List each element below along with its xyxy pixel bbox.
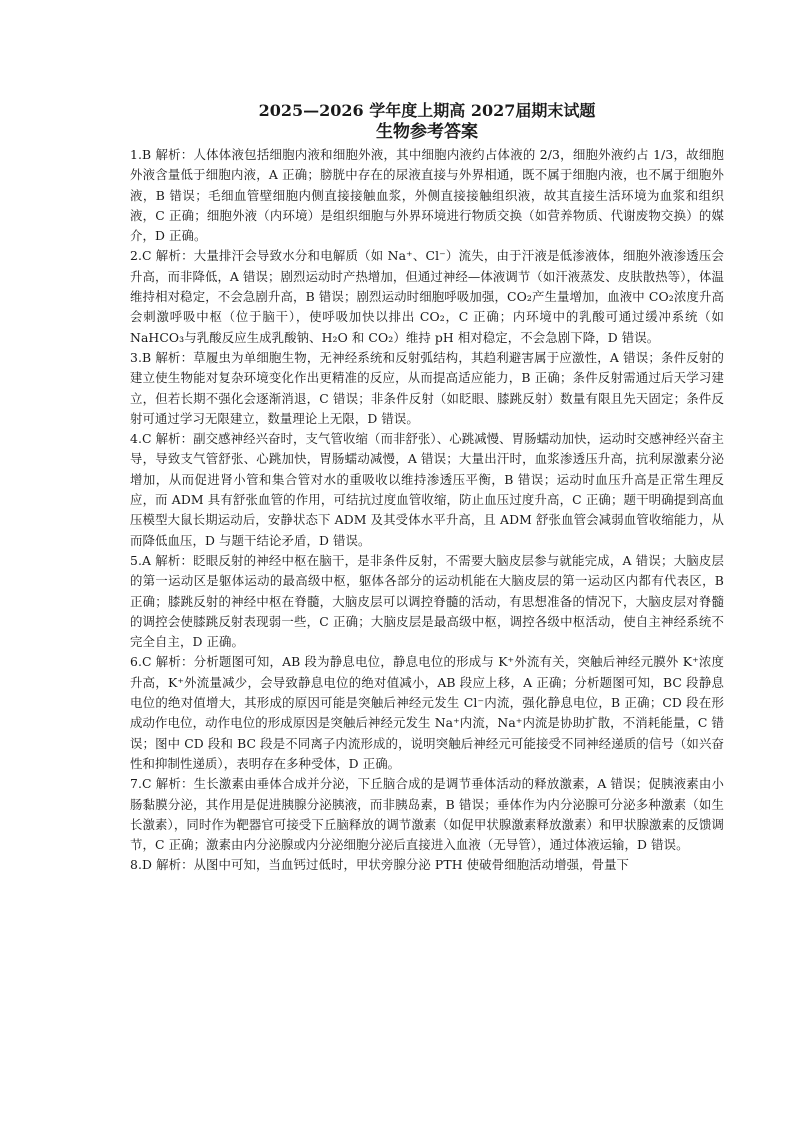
answers-body <box>130 145 724 876</box>
answer-item-2: 2.C 解析：大量排汗会导致水分和电解质（如 Na⁺、Cl⁻）流失，由于汗液是低渗液体，细胞外液渗透压会升高，而非降低，A 错误；剧烈运动时产热增加，但通过神经—体液调节（如汗液蒸发、皮肤散热等），体温维持相对稳定，不会急剧升高，B 错误；剧烈运动时细胞呼吸加强，CO₂产生量增加，血液中 CO₂浓度升高会刺激呼吸中枢（位于脑干），使呼吸加快以排出 CO₂，C 正确；内环境中的乳酸可通过缓冲系统（如 NaHCO₃与乳酸反应生成乳酸钠、H₂O 和 CO₂）维持 pH 相对稳定，不会急剧下降，D 错误。 <box>130 248 724 345</box>
page-subtitle: 生物参考答案 <box>376 122 478 142</box>
answer-item-6: 6.C 解析：分析题图可知，AB 段为静息电位，静息电位的形成与 K⁺外流有关，突触后神经元膜外 K⁺浓度升高，K⁺外流量减少，会导致静息电位的绝对值减小，AB 段应上移，A 正确；分析题图可知，BC 段静息电位的绝对值增大，其形成的原因可能是突触后神经元发生 Cl⁻内流，强化静息电位，B 正确；CD 段在形成动作电位，动作电位的形成原因是突触后神经元发生 Na⁺内流，Na⁺内流是协助扩散，不消耗能量，C 错误；图中 CD 段和 BC 段是不同离子内流形成的，说明突触后神经元可能接受不同神经递质的信号（如兴奋性和抑制性递质），表明存在多种受体，D 正确。 <box>130 654 724 771</box>
answer-item-8: 8.D 解析：从图中可知，当血钙过低时，甲状旁腺分泌 PTH 使破骨细胞活动增强，骨量下 <box>130 857 630 873</box>
answer-item-7: 7.C 解析：生长激素由垂体合成并分泌，下丘脑合成的是调节垂体活动的释放激素，A 错误；促胰液素由小肠黏膜分泌，其作用是促进胰腺分泌胰液，而非胰岛素，B 错误；垂体作为内分泌腺可分泌多种激素（如生长激素），同时作为靶器官可接受下丘脑释放的调节激素（如促甲状腺激素释放激素）和甲状腺激素的反馈调节，C 正确；激素由内分泌腺或内分泌细胞分泌后直接进入血液（无导管），通过体液运输，D 错误。 <box>130 776 724 853</box>
answer-item-1: 1.B 解析：人体体液包括细胞内液和细胞外液，其中细胞内液约占体液的 2/3，细胞外液约占 1/3，故细胞外液含量低于细胞内液，A 正确；膀胱中存在的尿液直接与外界相通，既不属于细胞内液，也不属于细胞外液，B 错误；毛细血管壁细胞内侧直接接触血浆，外侧直接接触组织液，故其直接生活环境为血浆和组织液，C 正确；细胞外液（内环境）是组织细胞与外界环境进行物质交换（如营养物质、代谢废物交换）的媒介，D 正确。 <box>130 147 724 244</box>
answer-item-5: 5.A 解析：眨眼反射的神经中枢在脑干，是非条件反射，不需要大脑皮层参与就能完成，A 错误；大脑皮层的第一运动区是躯体运动的最高级中枢，躯体各部分的运动机能在大脑皮层的第一运动区内都有代表区，B 正确；膝跳反射的神经中枢在脊髓，大脑皮层可以调控脊髓的活动，有思想准备的情况下，大脑皮层对脊髓的调控会使膝跳反射表现弱一些，C 正确；大脑皮层是最高级中枢，调控各级中枢活动，使自主神经系统不完全自主，D 正确。 <box>130 552 724 650</box>
answer-item-3: 3.B 解析：草履虫为单细胞生物，无神经系统和反射弧结构，其趋利避害属于应激性，A 错误；条件反射的建立使生物能对复杂环境变化作出更精准的反应，从而提高适应能力，B 正确；条件反射需通过后天学习建立，但若长期不强化会逐渐消退，C 错误；非条件反射（如眨眼、膝跳反射）数量有限且先天固定；条件反射可通过学习无限建立，数量理论上无限，D 错误。 <box>130 349 724 426</box>
page-title: 2025—2026 学年度上期高 2027届期末试题 <box>258 101 596 120</box>
answer-item-4: 4.C 解析：副交感神经兴奋时，支气管收缩（而非舒张）、心跳减慢、胃肠蠕动加快，运动时交感神经兴奋主导，导致支气管舒张、心跳加快，胃肠蠕动减慢，A 错误；大量出汗时，血浆渗透压升高，抗利尿激素分泌增加，从而促进肾小管和集合管对水的重吸收以维持渗透压平衡，B 错误；运动时血压升高是正常生理反应，而 ADM 具有舒张血管的作用，可结抗过度血管收缩，防止血压过度升高，C 正确；题干明确提到高血压模型大鼠长期运动后，安静状态下 ADM 及其受体水平升高，且 ADM 舒张血管会减弱血管收缩能力，从而降低血压，D 与题干结论矛盾，D 错误。 <box>130 431 725 548</box>
